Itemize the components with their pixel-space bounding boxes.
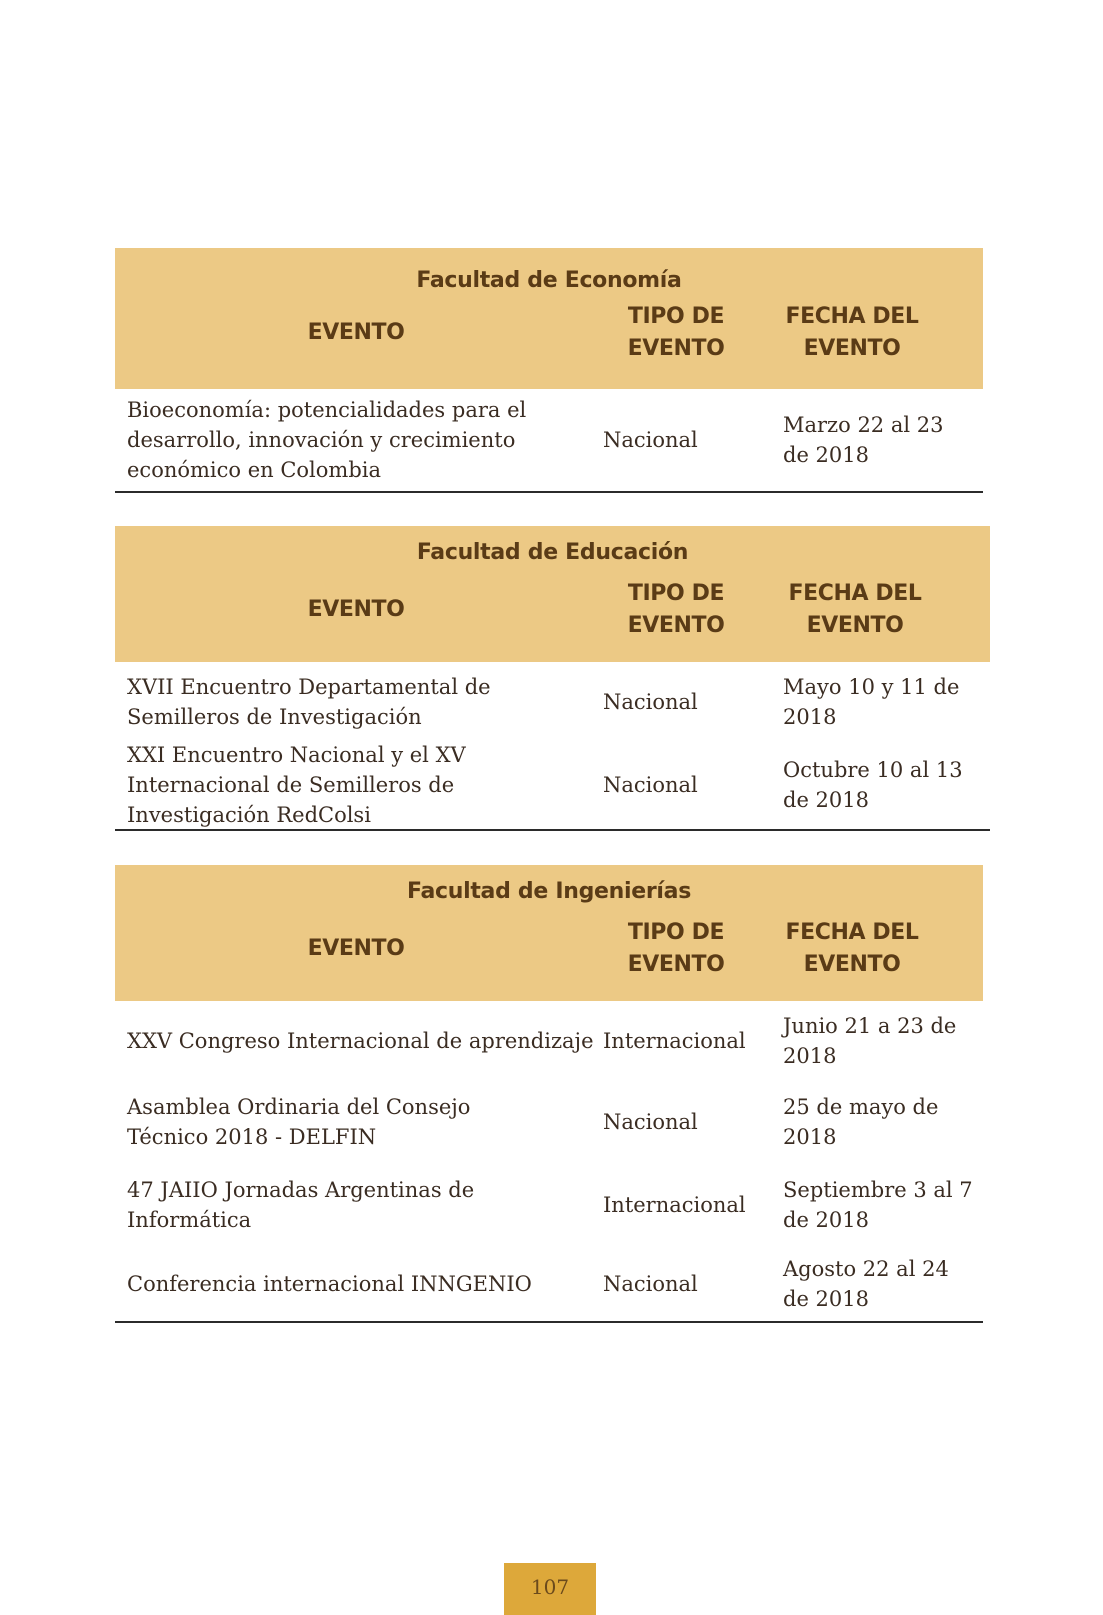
table-row bbox=[115, 662, 990, 742]
col-header-evento: EVENTO bbox=[307, 320, 405, 345]
table-header bbox=[115, 248, 983, 389]
table-header bbox=[115, 526, 990, 662]
cell-fecha: Agosto 22 al 24 de 2018 bbox=[783, 1257, 949, 1311]
table-row bbox=[115, 1001, 983, 1081]
table-bottom-rule bbox=[115, 491, 983, 493]
table-row bbox=[115, 1081, 983, 1163]
table-educacion bbox=[115, 526, 990, 831]
cell-fecha: Marzo 22 al 23 de 2018 bbox=[783, 413, 944, 467]
col-header-tipo: TIPO DE EVENTO bbox=[627, 920, 725, 977]
faculty-title: Facultad de Ingenierías bbox=[407, 879, 691, 904]
cell-tipo: Nacional bbox=[603, 690, 698, 714]
col-header-fecha: FECHA DEL EVENTO bbox=[788, 581, 922, 638]
cell-evento: Asamblea Ordinaria del Consejo Técnico 2018 - DELFIN bbox=[127, 1095, 471, 1149]
page-number: 107 bbox=[504, 1563, 596, 1615]
table-row bbox=[115, 742, 990, 828]
cell-tipo: Internacional bbox=[603, 1193, 746, 1217]
table-economia bbox=[115, 248, 983, 493]
cell-evento: XXI Encuentro Nacional y el XV Internacional de Semilleros de Investigación RedColsi bbox=[127, 743, 466, 827]
col-header-evento: EVENTO bbox=[307, 936, 405, 961]
cell-fecha: Junio 21 a 23 de 2018 bbox=[783, 1014, 957, 1068]
cell-fecha: Mayo 10 y 11 de 2018 bbox=[783, 675, 960, 729]
col-header-tipo: TIPO DE EVENTO bbox=[627, 581, 725, 638]
cell-tipo: Nacional bbox=[603, 1110, 698, 1134]
cell-evento: 47 JAIIO Jornadas Argentinas de Informática bbox=[127, 1178, 475, 1232]
cell-tipo: Nacional bbox=[603, 428, 698, 452]
cell-fecha: 25 de mayo de 2018 bbox=[783, 1095, 939, 1149]
table-row bbox=[115, 389, 983, 491]
table-header bbox=[115, 865, 983, 1001]
cell-evento: Conferencia internacional INNGENIO bbox=[127, 1272, 532, 1296]
col-header-fecha: FECHA DEL EVENTO bbox=[785, 304, 919, 361]
cell-tipo: Internacional bbox=[603, 1029, 746, 1053]
cell-tipo: Nacional bbox=[603, 773, 698, 797]
table-row bbox=[115, 1163, 983, 1247]
table-row bbox=[115, 1247, 983, 1321]
faculty-title: Facultad de Economía bbox=[416, 268, 682, 293]
cell-fecha: Octubre 10 al 13 de 2018 bbox=[783, 758, 963, 812]
col-header-evento: EVENTO bbox=[307, 597, 405, 622]
faculty-title: Facultad de Educación bbox=[416, 540, 689, 565]
cell-evento: XVII Encuentro Departamental de Semilleros de Investigación bbox=[127, 675, 491, 729]
cell-tipo: Nacional bbox=[603, 1272, 698, 1296]
cell-fecha: Septiembre 3 al 7 de 2018 bbox=[783, 1178, 973, 1232]
table-bottom-rule bbox=[115, 829, 990, 831]
col-header-fecha: FECHA DEL EVENTO bbox=[785, 920, 919, 977]
table-bottom-rule bbox=[115, 1321, 983, 1323]
cell-evento: Bioeconomía: potencialidades para el desarrollo, innovación y crecimiento económico en Colombia bbox=[127, 398, 527, 482]
table-ingenierias bbox=[115, 865, 983, 1323]
col-header-tipo: TIPO DE EVENTO bbox=[627, 304, 725, 361]
cell-evento: XXV Congreso Internacional de aprendizaje bbox=[127, 1029, 594, 1053]
